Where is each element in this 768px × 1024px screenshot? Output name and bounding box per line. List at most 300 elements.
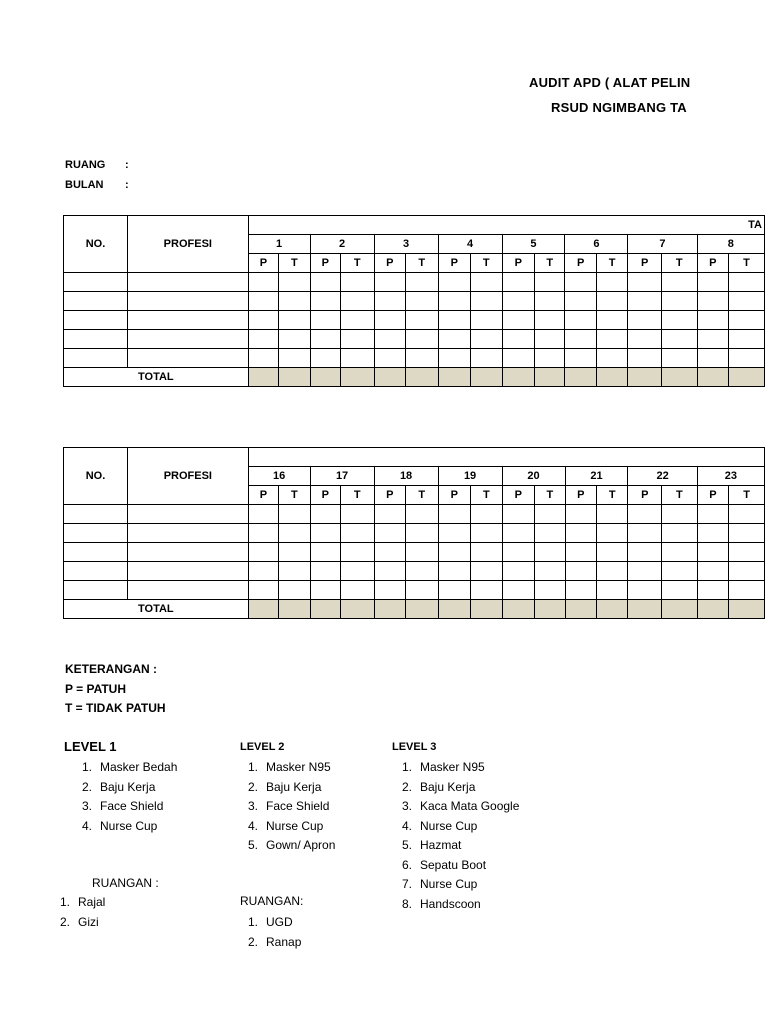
entry-cell[interactable]: [596, 543, 627, 562]
list-number: 3.: [247, 799, 258, 813]
tanggal-header: TA: [248, 216, 764, 235]
tidak-patuh-subheader: T: [729, 486, 765, 505]
entry-cell[interactable]: [471, 311, 502, 330]
entry-cell[interactable]: [535, 292, 565, 311]
entry-cell[interactable]: [662, 562, 698, 581]
entry-cell[interactable]: [128, 330, 249, 349]
total-cell: [628, 368, 662, 387]
entry-cell[interactable]: [279, 581, 310, 600]
list-item: [390, 895, 519, 915]
entry-cell[interactable]: [128, 311, 249, 330]
list-item: [390, 836, 519, 856]
entry-cell[interactable]: [729, 524, 765, 543]
total-cell: [565, 600, 596, 619]
list-item-label: Nurse Cup: [100, 818, 158, 833]
day-header: 20: [502, 467, 565, 486]
list-number: 4.: [247, 818, 258, 833]
entry-cell[interactable]: [697, 505, 728, 524]
entry-cell[interactable]: [565, 505, 596, 524]
entry-cell[interactable]: [565, 330, 596, 349]
entry-cell[interactable]: [406, 562, 439, 581]
entry-cell[interactable]: [310, 292, 340, 311]
entry-cell[interactable]: [248, 292, 278, 311]
entry-cell[interactable]: [128, 543, 249, 562]
entry-cell[interactable]: [697, 562, 728, 581]
entry-cell[interactable]: [502, 562, 535, 581]
entry-cell[interactable]: [340, 349, 374, 368]
entry-cell[interactable]: [535, 505, 565, 524]
entry-cell[interactable]: [471, 292, 502, 311]
entry-cell[interactable]: [535, 349, 565, 368]
entry-cell[interactable]: [565, 273, 596, 292]
entry-cell[interactable]: [340, 292, 374, 311]
day-header: 3: [374, 235, 438, 254]
entry-cell[interactable]: [406, 581, 439, 600]
entry-cell[interactable]: [502, 505, 535, 524]
list-number: 3.: [81, 799, 92, 813]
entry-cell[interactable]: [596, 581, 627, 600]
list-item-label: Baju Kerja: [100, 779, 156, 794]
entry-cell[interactable]: [502, 543, 535, 562]
entry-cell[interactable]: [438, 330, 471, 349]
entry-cell[interactable]: [64, 330, 128, 349]
tidak-patuh-subheader: T: [406, 486, 439, 505]
day-header: 8: [697, 235, 764, 254]
table-row: [64, 273, 765, 292]
audit-table-2: [63, 447, 765, 619]
total-cell: [406, 600, 439, 619]
list-item-label: Gizi: [78, 914, 99, 929]
entry-cell[interactable]: [628, 524, 662, 543]
entry-cell[interactable]: [64, 292, 128, 311]
entry-cell[interactable]: [729, 273, 765, 292]
list-item-label: Nurse Cup: [420, 877, 478, 891]
entry-cell[interactable]: [565, 349, 596, 368]
entry-cell[interactable]: [661, 311, 697, 330]
entry-cell[interactable]: [628, 311, 662, 330]
entry-cell[interactable]: [502, 311, 535, 330]
tidak-patuh-subheader: T: [661, 254, 697, 273]
tidak-patuh-subheader: T: [729, 254, 765, 273]
entry-cell[interactable]: [64, 273, 128, 292]
entry-cell[interactable]: [729, 543, 765, 562]
entry-cell[interactable]: [310, 505, 340, 524]
entry-cell[interactable]: [471, 349, 502, 368]
entry-cell[interactable]: [310, 330, 340, 349]
entry-cell[interactable]: [374, 273, 405, 292]
tidak-patuh-subheader: T: [662, 486, 698, 505]
day-header: 2: [310, 235, 374, 254]
entry-cell[interactable]: [628, 349, 662, 368]
entry-cell[interactable]: [340, 505, 374, 524]
entry-cell[interactable]: [279, 562, 310, 581]
entry-cell[interactable]: [279, 273, 310, 292]
entry-cell[interactable]: [248, 581, 278, 600]
total-cell: [279, 600, 310, 619]
entry-cell[interactable]: [406, 543, 439, 562]
list-item: [70, 817, 177, 837]
list-item: [236, 836, 335, 856]
list-item-label: Baju Kerja: [420, 779, 476, 794]
entry-cell[interactable]: [279, 349, 310, 368]
bulan-field: [65, 179, 129, 191]
table-row: [64, 311, 765, 330]
entry-cell[interactable]: [471, 273, 502, 292]
entry-cell[interactable]: [502, 349, 535, 368]
total-cell: [662, 600, 698, 619]
entry-cell[interactable]: [406, 524, 439, 543]
total-cell: [535, 600, 565, 619]
entry-cell[interactable]: [310, 524, 340, 543]
entry-cell[interactable]: [628, 505, 662, 524]
entry-cell[interactable]: [406, 505, 439, 524]
list-number: 2.: [81, 779, 92, 794]
table-row: [64, 581, 765, 600]
entry-cell[interactable]: [502, 330, 535, 349]
entry-cell[interactable]: [535, 562, 565, 581]
list-number: 4.: [81, 818, 92, 833]
entry-cell[interactable]: [64, 349, 128, 368]
entry-cell[interactable]: [697, 311, 728, 330]
list-item: [70, 797, 177, 817]
list-item-label: Face Shield: [100, 799, 164, 813]
patuh-subheader: P: [628, 254, 662, 273]
total-cell: [502, 368, 535, 387]
level-3-list: [390, 758, 519, 914]
day-header: 5: [502, 235, 565, 254]
entry-cell[interactable]: [628, 330, 662, 349]
ruangan-1-title: RUANGAN :: [92, 876, 159, 890]
entry-cell[interactable]: [535, 311, 565, 330]
entry-cell[interactable]: [279, 330, 310, 349]
level-1-list: [70, 758, 177, 836]
entry-cell[interactable]: [310, 581, 340, 600]
list-number: 2.: [401, 779, 412, 794]
entry-cell[interactable]: [64, 311, 128, 330]
audit-table-1: [63, 215, 765, 387]
total-cell: [340, 600, 374, 619]
entry-cell[interactable]: [471, 543, 502, 562]
total-row: [64, 368, 765, 387]
total-cell: [596, 368, 627, 387]
entry-cell[interactable]: [279, 543, 310, 562]
entry-cell[interactable]: [628, 273, 662, 292]
entry-cell[interactable]: [438, 505, 471, 524]
entry-cell[interactable]: [406, 292, 439, 311]
entry-cell[interactable]: [662, 543, 698, 562]
day-header: 7: [628, 235, 697, 254]
entry-cell[interactable]: [128, 273, 249, 292]
patuh-subheader: P: [697, 254, 728, 273]
list-number: 1.: [81, 760, 92, 774]
entry-cell[interactable]: [471, 524, 502, 543]
list-item: [390, 778, 519, 798]
entry-cell[interactable]: [697, 292, 728, 311]
bulan-label: BULAN: [65, 179, 104, 191]
level-2-title: LEVEL 2: [240, 741, 285, 753]
patuh-subheader: P: [310, 254, 340, 273]
entry-cell[interactable]: [248, 543, 278, 562]
entry-cell[interactable]: [248, 311, 278, 330]
list-number: 8.: [401, 896, 412, 911]
ruangan-1-list: [48, 893, 105, 932]
entry-cell[interactable]: [729, 505, 765, 524]
total-cell: [471, 368, 502, 387]
list-item-label: Gown/ Apron: [266, 838, 336, 852]
keterangan-tidak-patuh: T = TIDAK PATUH: [65, 701, 166, 715]
ruang-field: [65, 159, 129, 171]
entry-cell[interactable]: [128, 524, 249, 543]
total-cell: [661, 368, 697, 387]
entry-cell[interactable]: [64, 581, 128, 600]
tidak-patuh-subheader: T: [340, 486, 374, 505]
day-header: 16: [248, 467, 310, 486]
entry-cell[interactable]: [565, 311, 596, 330]
table-row: [64, 505, 765, 524]
entry-cell[interactable]: [661, 330, 697, 349]
tidak-patuh-subheader: T: [471, 254, 502, 273]
entry-cell[interactable]: [64, 562, 128, 581]
table-row: [64, 524, 765, 543]
tidak-patuh-subheader: T: [340, 254, 374, 273]
entry-cell[interactable]: [438, 349, 471, 368]
entry-cell[interactable]: [697, 543, 728, 562]
level-2-list: [236, 758, 335, 856]
total-cell: [374, 600, 405, 619]
tidak-patuh-subheader: T: [471, 486, 502, 505]
entry-cell[interactable]: [374, 562, 405, 581]
entry-cell[interactable]: [628, 292, 662, 311]
patuh-subheader: P: [248, 254, 278, 273]
patuh-subheader: P: [565, 254, 596, 273]
entry-cell[interactable]: [248, 505, 278, 524]
patuh-subheader: P: [502, 486, 535, 505]
entry-cell[interactable]: [502, 273, 535, 292]
entry-cell[interactable]: [565, 562, 596, 581]
entry-cell[interactable]: [662, 581, 698, 600]
entry-cell[interactable]: [628, 562, 662, 581]
entry-cell[interactable]: [697, 330, 728, 349]
title-line-1: AUDIT APD ( ALAT PELIN: [529, 75, 691, 90]
tidak-patuh-subheader: T: [596, 486, 627, 505]
keterangan-patuh: P = PATUH: [65, 681, 127, 696]
entry-cell[interactable]: [64, 524, 128, 543]
entry-cell[interactable]: [697, 273, 728, 292]
entry-cell[interactable]: [310, 349, 340, 368]
entry-cell[interactable]: [374, 311, 405, 330]
ruangan-2-list: [236, 913, 301, 952]
list-item-label: Nurse Cup: [420, 818, 478, 833]
entry-cell[interactable]: [471, 505, 502, 524]
entry-cell[interactable]: [248, 349, 278, 368]
entry-cell[interactable]: [128, 505, 249, 524]
entry-cell[interactable]: [535, 543, 565, 562]
list-item: [48, 893, 105, 913]
entry-cell[interactable]: [628, 581, 662, 600]
entry-cell[interactable]: [535, 524, 565, 543]
entry-cell[interactable]: [279, 311, 310, 330]
patuh-subheader: P: [438, 486, 471, 505]
list-item-label: UGD: [266, 915, 293, 929]
entry-cell[interactable]: [374, 292, 405, 311]
entry-cell[interactable]: [374, 581, 405, 600]
entry-cell[interactable]: [340, 273, 374, 292]
total-row: [64, 600, 765, 619]
entry-cell[interactable]: [729, 311, 765, 330]
profesi-header: PROFESI: [128, 448, 249, 505]
entry-cell[interactable]: [438, 292, 471, 311]
entry-cell[interactable]: [128, 581, 249, 600]
patuh-subheader: P: [248, 486, 278, 505]
entry-cell[interactable]: [438, 581, 471, 600]
list-item-label: Sepatu Boot: [420, 857, 487, 872]
entry-cell[interactable]: [340, 581, 374, 600]
total-cell: [340, 368, 374, 387]
entry-cell[interactable]: [471, 562, 502, 581]
entry-cell[interactable]: [128, 292, 249, 311]
entry-cell[interactable]: [406, 273, 439, 292]
entry-cell[interactable]: [438, 273, 471, 292]
entry-cell[interactable]: [248, 524, 278, 543]
entry-cell[interactable]: [596, 273, 627, 292]
entry-cell[interactable]: [661, 349, 697, 368]
entry-cell[interactable]: [565, 292, 596, 311]
total-cell: [471, 600, 502, 619]
entry-cell[interactable]: [596, 349, 627, 368]
entry-cell[interactable]: [248, 273, 278, 292]
bulan-colon: :: [125, 179, 129, 191]
entry-cell[interactable]: [310, 562, 340, 581]
entry-cell[interactable]: [729, 349, 765, 368]
entry-cell[interactable]: [279, 505, 310, 524]
entry-cell[interactable]: [596, 292, 627, 311]
total-label: TOTAL: [64, 368, 249, 387]
table-row: [64, 292, 765, 311]
list-item-label: Kaca Mata Google: [420, 799, 520, 813]
entry-cell[interactable]: [374, 543, 405, 562]
entry-cell[interactable]: [438, 543, 471, 562]
level-1-title: LEVEL 1: [64, 739, 117, 754]
entry-cell[interactable]: [535, 581, 565, 600]
entry-cell[interactable]: [535, 330, 565, 349]
ruang-colon: :: [125, 159, 129, 171]
entry-cell[interactable]: [565, 524, 596, 543]
entry-cell[interactable]: [406, 311, 439, 330]
patuh-subheader: P: [374, 486, 405, 505]
entry-cell[interactable]: [64, 505, 128, 524]
list-number: 5.: [401, 838, 412, 852]
entry-cell[interactable]: [596, 311, 627, 330]
entry-cell[interactable]: [279, 292, 310, 311]
entry-cell[interactable]: [565, 543, 596, 562]
entry-cell[interactable]: [406, 349, 439, 368]
total-cell: [535, 368, 565, 387]
entry-cell[interactable]: [340, 330, 374, 349]
ruang-label: RUANG: [65, 159, 106, 171]
total-cell: [565, 368, 596, 387]
total-cell: [729, 368, 765, 387]
table-row: [64, 349, 765, 368]
entry-cell[interactable]: [502, 581, 535, 600]
entry-cell[interactable]: [438, 311, 471, 330]
entry-cell[interactable]: [64, 543, 128, 562]
table-row: [64, 562, 765, 581]
entry-cell[interactable]: [502, 524, 535, 543]
day-header: 21: [565, 467, 628, 486]
entry-cell[interactable]: [662, 524, 698, 543]
entry-cell[interactable]: [697, 581, 728, 600]
entry-cell[interactable]: [406, 330, 439, 349]
patuh-subheader: P: [565, 486, 596, 505]
total-cell: [310, 600, 340, 619]
entry-cell[interactable]: [310, 311, 340, 330]
entry-cell[interactable]: [729, 292, 765, 311]
entry-cell[interactable]: [128, 349, 249, 368]
total-cell: [628, 600, 662, 619]
entry-cell[interactable]: [471, 330, 502, 349]
total-cell: [729, 600, 765, 619]
entry-cell[interactable]: [438, 562, 471, 581]
list-item: [236, 933, 301, 953]
entry-cell[interactable]: [596, 562, 627, 581]
entry-cell[interactable]: [697, 349, 728, 368]
entry-cell[interactable]: [279, 524, 310, 543]
entry-cell[interactable]: [596, 505, 627, 524]
entry-cell[interactable]: [248, 562, 278, 581]
list-item-label: Masker Bedah: [100, 760, 178, 774]
entry-cell[interactable]: [628, 543, 662, 562]
entry-cell[interactable]: [374, 330, 405, 349]
total-cell: [438, 368, 471, 387]
entry-cell[interactable]: [374, 349, 405, 368]
entry-cell[interactable]: [661, 273, 697, 292]
entry-cell[interactable]: [374, 524, 405, 543]
total-cell: [248, 600, 278, 619]
entry-cell[interactable]: [340, 311, 374, 330]
entry-cell[interactable]: [662, 505, 698, 524]
entry-cell[interactable]: [128, 562, 249, 581]
entry-cell[interactable]: [729, 581, 765, 600]
list-number: 1.: [401, 760, 412, 774]
entry-cell[interactable]: [374, 505, 405, 524]
list-item: [390, 797, 519, 817]
entry-cell[interactable]: [340, 562, 374, 581]
entry-cell[interactable]: [471, 581, 502, 600]
day-header: 19: [438, 467, 502, 486]
entry-cell[interactable]: [565, 581, 596, 600]
entry-cell[interactable]: [248, 330, 278, 349]
entry-cell[interactable]: [340, 543, 374, 562]
list-item-label: Masker N95: [420, 760, 485, 774]
entry-cell[interactable]: [310, 543, 340, 562]
entry-cell[interactable]: [340, 524, 374, 543]
ruangan-2-title: RUANGAN:: [240, 894, 304, 908]
entry-cell[interactable]: [729, 330, 765, 349]
entry-cell[interactable]: [535, 273, 565, 292]
entry-cell[interactable]: [729, 562, 765, 581]
title-line-2: RSUD NGIMBANG TA: [551, 100, 687, 115]
total-cell: [279, 368, 310, 387]
entry-cell[interactable]: [596, 330, 627, 349]
entry-cell[interactable]: [661, 292, 697, 311]
entry-cell[interactable]: [438, 524, 471, 543]
entry-cell[interactable]: [596, 524, 627, 543]
entry-cell[interactable]: [502, 292, 535, 311]
entry-cell[interactable]: [697, 524, 728, 543]
total-cell: [697, 368, 728, 387]
list-number: 6.: [401, 857, 412, 872]
entry-cell[interactable]: [310, 273, 340, 292]
